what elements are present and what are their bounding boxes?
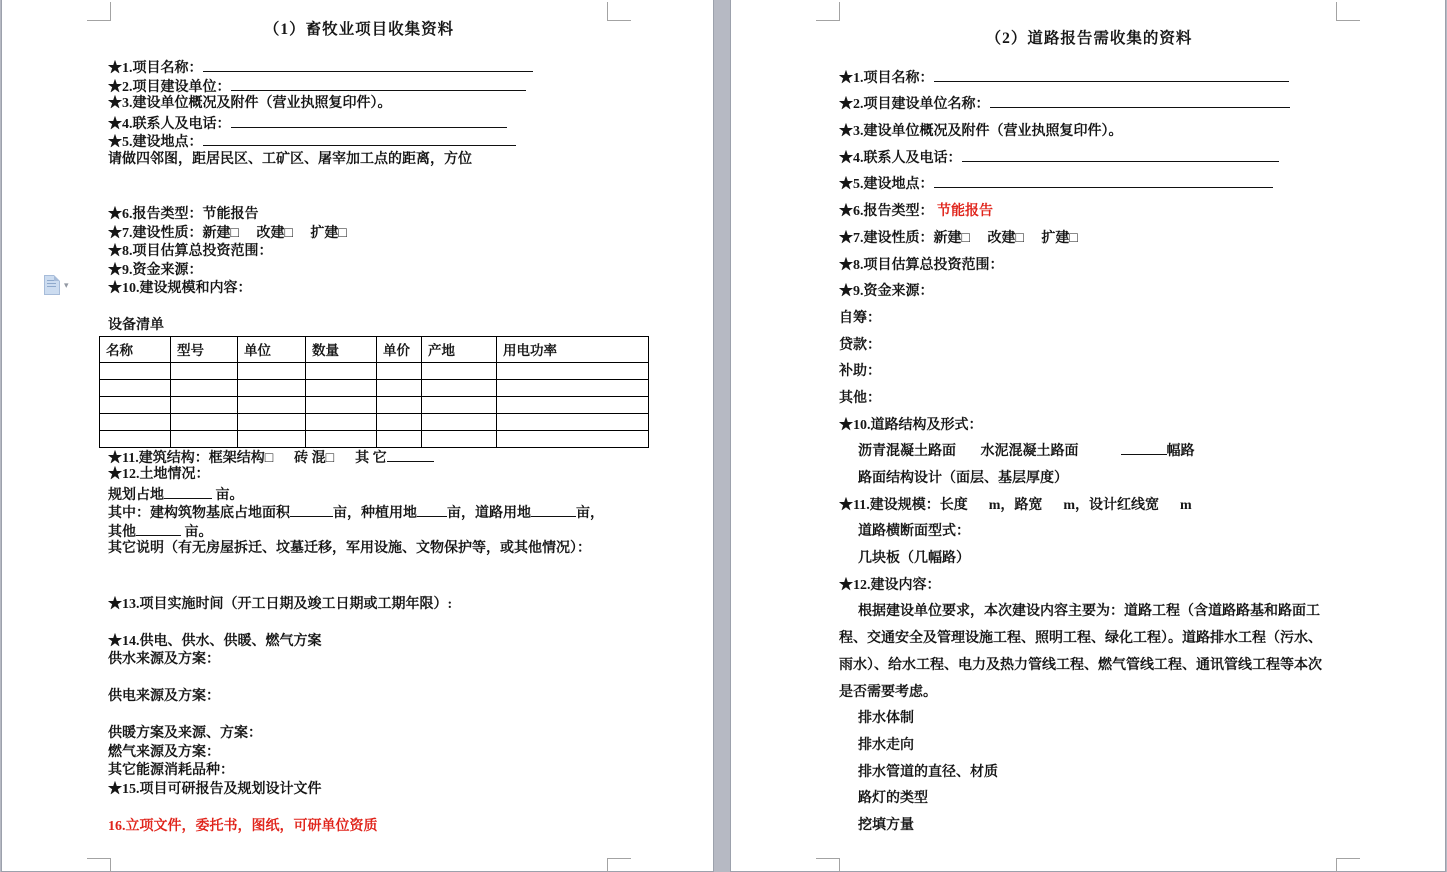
text-line bbox=[839, 813, 1339, 840]
text-line bbox=[839, 653, 1339, 680]
text-run: ★7.建设性质：新建□ 改建□ 扩建□ bbox=[108, 225, 347, 241]
text-line bbox=[839, 546, 1339, 573]
table-row bbox=[100, 362, 649, 379]
table-cell-empty[interactable] bbox=[422, 379, 497, 396]
table-cell-empty[interactable] bbox=[171, 396, 238, 413]
fill-in-blank[interactable] bbox=[136, 522, 181, 536]
text-run: 节能报告 bbox=[937, 204, 993, 220]
table-cell-empty[interactable] bbox=[422, 430, 497, 447]
text-run: ★2.项目建设单位： bbox=[108, 79, 231, 95]
table-cell-empty[interactable] bbox=[377, 430, 422, 447]
text-run: 几块板（几幅路） bbox=[858, 551, 970, 567]
text-run: ★10.建设规模和内容： bbox=[108, 281, 252, 296]
text-line bbox=[108, 225, 610, 244]
text-run: 幅路 bbox=[1166, 444, 1195, 460]
text-run: 亩， bbox=[576, 506, 604, 521]
table-cell-empty[interactable] bbox=[306, 413, 377, 430]
table-cell-empty[interactable] bbox=[497, 413, 649, 430]
text-run: 设备清单 bbox=[108, 318, 164, 333]
blank-line bbox=[108, 799, 610, 818]
table-cell-empty[interactable] bbox=[306, 430, 377, 447]
table-cell-empty[interactable] bbox=[238, 362, 306, 379]
text-run: ★6.报告类型： bbox=[839, 204, 937, 220]
table-cell-empty[interactable] bbox=[100, 430, 171, 447]
text-line bbox=[108, 725, 610, 744]
text-line bbox=[108, 58, 610, 77]
page-2-content bbox=[839, 26, 1339, 840]
table-row bbox=[100, 430, 649, 447]
paste-options-button[interactable] bbox=[44, 273, 80, 297]
text-run: 排水管道的直径、材质 bbox=[858, 764, 998, 780]
text-run: 排水体制 bbox=[858, 711, 914, 727]
fill-in-blank[interactable] bbox=[231, 114, 507, 128]
text-line bbox=[839, 599, 1339, 626]
text-run: 供水来源及方案： bbox=[108, 652, 220, 667]
table-cell-empty[interactable] bbox=[306, 379, 377, 396]
text-line bbox=[839, 226, 1339, 253]
text-line bbox=[108, 688, 610, 707]
fill-in-blank[interactable] bbox=[990, 94, 1290, 108]
text-run: 是否需要考虑。 bbox=[839, 684, 937, 700]
text-run: ★4.联系人及电话： bbox=[839, 150, 962, 166]
text-line bbox=[839, 413, 1339, 440]
page-title: （1）畜牧业项目收集资料 bbox=[263, 21, 455, 38]
table-cell-empty[interactable] bbox=[497, 396, 649, 413]
table-column-header: 型号 bbox=[171, 336, 238, 362]
text-run: 供暖方案及来源、方案： bbox=[108, 726, 262, 741]
table-column-header: 单价 bbox=[377, 336, 422, 362]
fill-in-blank[interactable] bbox=[387, 448, 434, 462]
text-line bbox=[839, 66, 1339, 93]
margin-mark-bottom-left bbox=[816, 858, 840, 872]
text-line bbox=[839, 119, 1339, 146]
text-line bbox=[839, 493, 1339, 520]
blank-line bbox=[108, 707, 610, 726]
text-run: ★12.建设内容： bbox=[839, 577, 941, 593]
fill-in-blank[interactable] bbox=[934, 68, 1289, 82]
table-cell-empty[interactable] bbox=[377, 396, 422, 413]
text-line bbox=[839, 253, 1339, 280]
table-cell-empty[interactable] bbox=[171, 413, 238, 430]
text-line bbox=[108, 95, 610, 114]
text-line bbox=[839, 733, 1339, 760]
text-run: 排水走向 bbox=[858, 737, 914, 753]
text-run: ★14.供电、供水、供暖、燃气方案 bbox=[108, 633, 322, 649]
table-row bbox=[100, 379, 649, 396]
text-run: 补助： bbox=[839, 364, 881, 380]
blank-line bbox=[108, 559, 610, 578]
text-line bbox=[108, 466, 610, 485]
table-cell-empty[interactable] bbox=[100, 396, 171, 413]
text-run: ★9.资金来源： bbox=[839, 284, 934, 300]
chevron-down-icon[interactable]: ▾ bbox=[64, 279, 69, 290]
text-run: 贷款： bbox=[839, 337, 881, 353]
table-cell-empty[interactable] bbox=[238, 396, 306, 413]
table-column-header: 单位 bbox=[238, 336, 306, 362]
text-run: 亩。 bbox=[181, 524, 213, 540]
table-column-header: 数量 bbox=[306, 336, 377, 362]
text-line bbox=[108, 633, 610, 652]
fill-in-blank[interactable] bbox=[290, 503, 333, 517]
table-cell-empty[interactable] bbox=[100, 379, 171, 396]
text-line bbox=[108, 485, 610, 504]
text-run: ★5.建设地点： bbox=[839, 177, 934, 193]
text-run: ★8.项目估算总投资范围： bbox=[108, 244, 273, 259]
text-run: 根据建设单位要求，本次建设内容主要为：道路工程（含道路路基和路面工 bbox=[858, 604, 1320, 620]
blank-line bbox=[108, 614, 610, 633]
text-run: 其中：建构筑物基底占地面积 bbox=[108, 506, 290, 521]
table-cell-empty[interactable] bbox=[100, 413, 171, 430]
table-row bbox=[100, 413, 649, 430]
text-run: ★13.项目实施时间（开工日期及竣工日期或工期年限）: bbox=[108, 596, 453, 612]
text-run: 其他 bbox=[108, 524, 136, 540]
text-run: 其它能源消耗品种： bbox=[108, 763, 234, 778]
text-run: 供电来源及方案： bbox=[108, 689, 220, 704]
fill-in-blank[interactable] bbox=[203, 58, 533, 72]
text-run: ★9.资金来源： bbox=[108, 262, 203, 278]
text-line bbox=[839, 706, 1339, 733]
table-cell-empty[interactable] bbox=[238, 413, 306, 430]
text-run: ★4.联系人及电话： bbox=[108, 116, 231, 132]
fill-in-blank[interactable] bbox=[962, 148, 1279, 162]
text-run: 亩，道路用地 bbox=[447, 506, 531, 521]
text-run: ★12.土地情况： bbox=[108, 467, 210, 482]
text-run: 亩，种植用地 bbox=[333, 506, 417, 521]
text-run: 规划占地 bbox=[108, 487, 164, 503]
text-line bbox=[108, 503, 610, 522]
text-line bbox=[839, 306, 1339, 333]
table-cell-empty[interactable] bbox=[377, 362, 422, 379]
text-run: ★8.项目估算总投资范围： bbox=[839, 257, 1004, 273]
fill-in-blank[interactable] bbox=[1121, 441, 1167, 455]
text-run: 挖填方量 bbox=[858, 817, 914, 833]
table-column-header: 名称 bbox=[100, 336, 171, 362]
table-cell-empty[interactable] bbox=[100, 362, 171, 379]
text-run: 沥青混凝土路面 水泥混凝土路面 bbox=[858, 444, 1121, 460]
text-run: 16.立项文件，委托书，图纸，可研单位资质 bbox=[108, 818, 378, 834]
table-cell-empty[interactable] bbox=[377, 379, 422, 396]
table-cell-empty[interactable] bbox=[306, 362, 377, 379]
fill-in-blank[interactable] bbox=[417, 503, 447, 517]
table-row bbox=[100, 396, 649, 413]
table-cell-empty[interactable] bbox=[422, 413, 497, 430]
page-title: （2）道路报告需收集的资料 bbox=[985, 30, 1193, 47]
fill-in-blank[interactable] bbox=[203, 132, 516, 146]
text-line bbox=[839, 92, 1339, 119]
text-run: 亩。 bbox=[212, 487, 244, 503]
page-lines bbox=[108, 40, 610, 837]
table-cell-empty[interactable] bbox=[377, 413, 422, 430]
text-line bbox=[839, 466, 1339, 493]
equipment-list-table bbox=[99, 336, 649, 448]
text-line bbox=[839, 199, 1339, 226]
text-run: 自筹： bbox=[839, 310, 881, 326]
table-column-header: 产地 bbox=[422, 336, 497, 362]
text-run: ★3.建设单位概况及附件（营业执照复印件）。 bbox=[108, 96, 392, 111]
blank-line bbox=[108, 577, 610, 596]
table-cell-empty[interactable] bbox=[497, 430, 649, 447]
margin-mark-top-left bbox=[87, 2, 111, 21]
text-line bbox=[108, 651, 610, 670]
text-run: ★11.建筑结构：框架结构□ 砖 混□ 其 它 bbox=[108, 450, 387, 466]
table-cell-empty[interactable] bbox=[497, 379, 649, 396]
page-1-content bbox=[108, 21, 610, 836]
text-run: 程、交通安全及管理设施工程、照明工程、绿化工程）。道路排水工程（污水、 bbox=[839, 631, 1322, 647]
fill-in-blank[interactable] bbox=[934, 174, 1273, 188]
table-cell-empty[interactable] bbox=[171, 362, 238, 379]
margin-mark-top-left bbox=[816, 2, 840, 21]
blank-line bbox=[108, 40, 610, 59]
text-line bbox=[108, 132, 610, 151]
text-run: 其他： bbox=[839, 390, 881, 406]
text-run: ★11.建设规模：长度 m，路宽 m，设计红线宽 m bbox=[839, 497, 1192, 513]
margin-mark-bottom-right bbox=[607, 858, 631, 872]
table-cell-empty[interactable] bbox=[171, 430, 238, 447]
text-run: 请做四邻图，距居民区、工矿区、屠宰加工点的距离，方位 bbox=[108, 151, 472, 167]
table-cell-empty[interactable] bbox=[422, 396, 497, 413]
text-line bbox=[839, 519, 1339, 546]
text-run: ★3.建设单位概况及附件（营业执照复印件）。 bbox=[839, 124, 1123, 140]
margin-mark-top-right bbox=[1336, 2, 1360, 21]
document-page-1[interactable] bbox=[2, 0, 713, 871]
text-line bbox=[108, 781, 610, 800]
text-run: 道路横断面型式： bbox=[858, 524, 970, 540]
text-line bbox=[839, 573, 1339, 600]
blank-line bbox=[108, 299, 610, 318]
margin-mark-bottom-left bbox=[87, 858, 111, 872]
text-run: ★1.项目名称： bbox=[839, 70, 934, 86]
text-line bbox=[839, 626, 1339, 653]
text-run: 路灯的类型 bbox=[858, 791, 928, 807]
paste-document-icon bbox=[44, 275, 60, 295]
text-line bbox=[839, 333, 1339, 360]
text-line bbox=[108, 540, 610, 559]
text-line bbox=[839, 680, 1339, 707]
margin-mark-bottom-right bbox=[1336, 858, 1360, 872]
text-line bbox=[839, 359, 1339, 386]
table-cell-empty[interactable] bbox=[422, 362, 497, 379]
page-lines bbox=[839, 66, 1339, 840]
fill-in-blank[interactable] bbox=[531, 503, 576, 517]
text-line bbox=[108, 206, 610, 225]
text-run: ★10.道路结构及形式： bbox=[839, 417, 983, 433]
text-line bbox=[839, 279, 1339, 306]
text-line bbox=[839, 172, 1339, 199]
text-line bbox=[108, 77, 610, 96]
text-line bbox=[839, 760, 1339, 787]
text-run: 路面结构设计（面层、基层厚度） bbox=[858, 471, 1068, 486]
document-page-2[interactable] bbox=[731, 0, 1445, 871]
blank-line bbox=[108, 670, 610, 689]
text-run: ★1.项目名称： bbox=[108, 61, 203, 76]
text-line bbox=[108, 317, 610, 336]
text-line bbox=[839, 386, 1339, 413]
text-line bbox=[108, 448, 610, 467]
text-run: ★6.报告类型：节能报告 bbox=[108, 207, 259, 222]
text-run: 雨水）、给水工程、电力及热力管线工程、燃气管线工程、通讯管线工程等本次 bbox=[839, 657, 1322, 673]
text-line bbox=[108, 762, 610, 781]
blank-line bbox=[108, 169, 610, 188]
table-cell-empty[interactable] bbox=[238, 430, 306, 447]
text-line bbox=[108, 280, 610, 299]
table-cell-empty[interactable] bbox=[497, 362, 649, 379]
text-run: ★5.建设地点： bbox=[108, 135, 203, 150]
text-line bbox=[108, 243, 610, 262]
text-line bbox=[108, 818, 610, 837]
table-cell-empty[interactable] bbox=[171, 379, 238, 396]
text-line bbox=[108, 744, 610, 763]
table-header-row bbox=[100, 336, 649, 362]
text-line bbox=[108, 151, 610, 170]
text-run: ★7.建设性质：新建□ 改建□ 扩建□ bbox=[839, 230, 1078, 246]
text-line bbox=[839, 786, 1339, 813]
table-column-header: 用电功率 bbox=[497, 336, 649, 362]
fill-in-blank[interactable] bbox=[231, 77, 526, 91]
text-line bbox=[108, 596, 610, 615]
blank-line bbox=[108, 188, 610, 207]
text-line bbox=[839, 439, 1339, 466]
table-cell-empty[interactable] bbox=[306, 396, 377, 413]
text-run: ★2.项目建设单位名称： bbox=[839, 97, 990, 113]
text-line bbox=[108, 114, 610, 133]
text-line bbox=[108, 262, 610, 281]
table-cell-empty[interactable] bbox=[238, 379, 306, 396]
text-line bbox=[839, 146, 1339, 173]
text-run: 燃气来源及方案： bbox=[108, 744, 220, 760]
margin-mark-top-right bbox=[607, 2, 631, 21]
fill-in-blank[interactable] bbox=[164, 485, 212, 499]
text-line bbox=[108, 522, 610, 541]
text-run: ★15.项目可研报告及规划设计文件 bbox=[108, 781, 322, 797]
text-run: 其它说明（有无房屋拆迁、坟墓迁移，军用设施、文物保护等，或其他情况）： bbox=[108, 541, 591, 556]
